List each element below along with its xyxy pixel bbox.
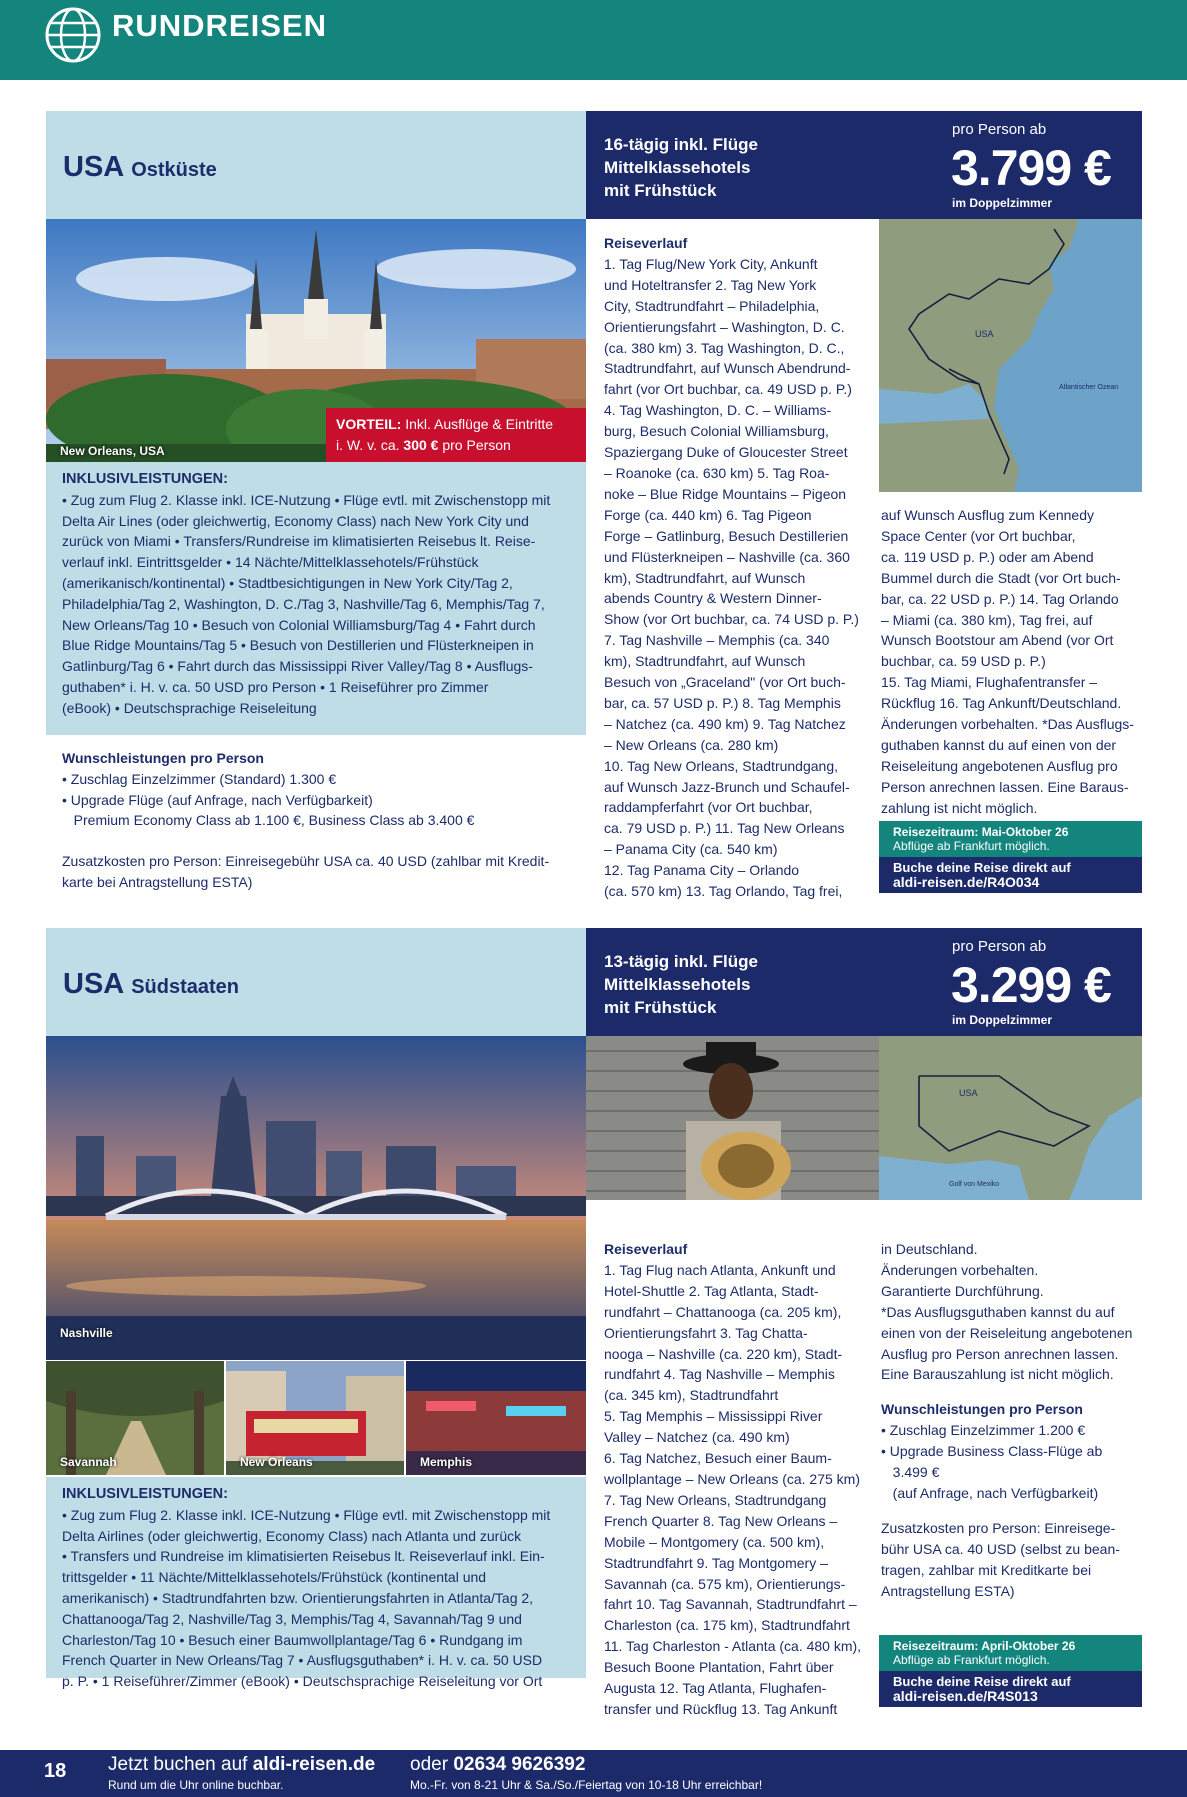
section-title: RUNDREISEN [112,8,327,43]
text-line: • Transfers und Rundreise im klimatisierten Reisebus lt. Reiseverlauf inkl. Ein- [62,1548,545,1565]
offer-info-line: mit Frühstück [604,181,717,200]
inclusive-text [62,490,570,719]
wunschleistungen [62,748,572,893]
text-line: Premium Economy Class ab 1.100 €, Business Class ab 3.400 € [62,812,475,829]
cta-phone-number[interactable]: 02634 9626392 [453,1754,586,1775]
text-line: bühr USA ca. 40 USD (selbst zu bean- [881,1540,1120,1557]
page-number: 18 [44,1760,67,1782]
text-line: ca. 79 USD p. P.) 11. Tag New Orleans [604,820,845,837]
text-line: (ca. 570 km) 13. Tag Orlando, Tag frei, [604,883,843,900]
offer-info-line: Mittelklassehotels [604,158,751,177]
text-line: Space Center (vor Ort buchbar, [881,527,1076,544]
text-line: Philadelphia/Tag 2, Washington, D. C./Tag 3, Nashville/Tag 6, Memphis/Tag 7, [62,595,545,612]
text-line: 4. Tag Washington, D. C. – Williams- [604,402,832,419]
text-line: 12. Tag Panama City – Orlando [604,862,800,879]
cta-phone [410,1754,585,1776]
text-line: 11. Tag Charleston - Atlanta (ca. 480 km), [604,1638,862,1655]
zusatzkosten-text [881,1518,1136,1602]
text-line: rundfahrt 4. Tag Nashville – Memphis [604,1366,835,1383]
photo-caption: New Orleans [240,1455,313,1469]
offer-usa-ostkueste [46,111,1142,901]
abflug-info: Abflüge ab Frankfurt möglich. [893,1653,1050,1667]
text-line: guthaben kannst du auf einen von der [881,736,1117,753]
text-line: trittsgelder • 11 Nächte/Mittelklassehotels/Frühstück (kontinental und [62,1569,487,1586]
reiseverlauf [604,233,859,902]
text-line: (amerikanisch/kontinental) • Stadtbesichtigungen in New York City/Tag 2, [62,574,513,591]
text-line: tragen, zahlbar mit Kreditkarte bei [881,1561,1092,1578]
text-line: Show (vor Ort buchbar, ca. 74 USD p. P.) [604,611,859,628]
text-line: Antragstellung ESTA) [881,1582,1015,1599]
text-line: Augusta 12. Tag Atlanta, Flughafen- [604,1680,827,1697]
cta-online-sub: Rund um die Uhr online buchbar. [108,1778,284,1792]
vorteil-text: i. W. v. ca. [336,437,400,453]
text-line: City, Stadtrundfahrt – Philadelphia, [604,297,820,314]
reiseverlauf [604,1239,862,1720]
cta-phone-sub: Mo.-Fr. von 8-21 Uhr & Sa./So./Feiertag von 10-18 Uhr erreichbar! [410,1778,763,1792]
inclusive-heading: INKLUSIVLEISTUNGEN: [62,1486,228,1502]
text-line: Orientierungsfahrt 3. Tag Chatta- [604,1324,808,1341]
text-line: 15. Tag Miami, Flughafentransfer – [881,674,1098,691]
text-line: Garantierte Durchführung. [881,1282,1044,1299]
offer-title [63,968,239,1001]
text-line: • Zuschlag Einzelzimmer (Standard) 1.300 € [62,770,337,787]
text-line: Forge – Gatlinburg, Besuch Destillerien [604,527,849,544]
text-line: Besuch Boone Plantation, Fahrt über [604,1659,834,1676]
photo-caption: New Orleans, USA [60,444,165,458]
wunsch-heading: Wunschleistungen pro Person [62,750,264,766]
offer-title-main: USA [63,968,124,1000]
price-label: pro Person ab [952,938,1047,955]
text-line: Charleston/Tag 10 • Besuch einer Baumwollplantage/Tag 6 • Rundgang im [62,1631,523,1648]
text-line: Reiseleitung angebotenen Ausflug pro [881,757,1118,774]
offer-info-line: mit Frühstück [604,998,717,1017]
offer-info-line: 16-tägig inkl. Flüge [604,135,758,154]
text-line: • Zug zum Flug 2. Klasse inkl. ICE-Nutzung • Flüge evtl. mit Zwischenstopp mit [62,1506,551,1523]
photo-memphis [406,1361,586,1475]
map-label-ocean: Atlantischer Ozean [1059,384,1119,391]
text-line: auf Wunsch Ausflug zum Kennedy [881,507,1094,523]
offer-title-sub: Ostküste [131,159,217,181]
booking-label: Buche deine Reise direkt auf [893,860,1071,875]
text-line: Zusatzkosten pro Person: Einreisege- [881,1519,1116,1536]
text-line: French Quarter in New Orleans/Tag 7 • Ausflugsguthaben* i. H. v. ca. 50 USD [62,1652,543,1669]
text-line: karte bei Antragstellung ESTA) [62,873,253,890]
wunsch-list [62,769,572,831]
reisezeitraum-box [879,821,1142,857]
booking-label: Buche deine Reise direkt auf [893,1674,1071,1689]
text-line: 10. Tag New Orleans, Stadtrundgang, [604,757,839,774]
globe-icon [45,7,101,63]
wunsch-heading: Wunschleistungen pro Person [881,1401,1083,1418]
price-sub: im Doppelzimmer [952,1013,1053,1027]
text-line: Hotel-Shuttle 2. Tag Atlanta, Stadt- [604,1282,819,1299]
offer-info [604,133,758,202]
photo-new-orleans-tram [226,1361,404,1475]
photo-caption: Nashville [60,1326,113,1340]
reisezeitraum: Reisezeitraum: April-Oktober 26 [893,1639,1076,1653]
map-label-gulf: Golf von Mexiko [949,1181,1000,1188]
text-line: Chattanooga/Tag 2, Nashville/Tag 3, Memphis/Tag 4, Savannah/Tag 9 und [62,1610,522,1627]
text-line: • Upgrade Flüge (auf Anfrage, nach Verfügbarkeit) [62,791,373,808]
header-bar [0,0,1187,80]
inclusive-box [46,462,586,735]
offer-title-main: USA [63,151,124,183]
route-map [879,1036,1142,1200]
text-line: Ausflug pro Person anrechnen lassen. [881,1345,1119,1362]
reisezeitraum: Reisezeitraum: Mai-Oktober 26 [893,825,1069,839]
text-line: 7. Tag New Orleans, Stadtrundgang [604,1491,827,1508]
text-line: transfer und Rückflug 13. Tag Ankunft [604,1700,838,1717]
text-line: (ca. 380 km) 3. Tag Washington, D. C., [604,339,845,356]
footer-bar [0,1750,1187,1797]
offer-usa-suedstaaten [46,928,1142,1718]
text-line: Blue Ridge Mountains/Tag 5 • Besuch von Destillerien und Flüsterkneipen in [62,637,534,654]
text-line: Eine Barauszahlung ist nicht möglich. [881,1366,1114,1383]
booking-link[interactable]: aldi-reisen.de/R4O034 [893,874,1040,890]
vorteil-text: Inkl. Ausflüge & Eintritte [405,416,554,432]
text-line: fahrt 10. Tag Savannah, Stadtrundfahrt – [604,1596,857,1613]
text-line: Delta Air Lines (oder gleichwertig, Economy Class) nach New York City und [62,512,529,529]
text-line: Delta Airlines (oder gleichwertig, Economy Class) nach Atlanta und zurück [62,1527,522,1544]
text-line: Wunsch Bootstour am Abend (vor Ort [881,632,1114,649]
text-line: buchbar, ca. 59 USD p. P.) [881,653,1046,670]
booking-link-box[interactable] [879,1671,1142,1707]
price-value: 3.299 € [951,957,1111,1013]
reiseverlauf-heading: Reiseverlauf [604,235,688,251]
text-line: burg, Besuch Colonial Williamsburg, [604,423,829,440]
price-value: 3.799 € [951,140,1111,196]
text-line: p. P. • 1 Reiseführer/Zimmer (eBook) • Deutschsprachige Reiseleitung vor Ort [62,1673,543,1690]
price-sub: im Doppelzimmer [952,196,1053,210]
text-line: zurück von Miami • Transfers/Rundreise im klimatisierten Reisebus lt. Reise- [62,533,536,550]
text-line: bar, ca. 57 USD p. P.) 8. Tag Memphis [604,694,841,711]
text-line: 5. Tag Memphis – Mississippi River [604,1408,823,1425]
text-line: *Das Ausflugsguthaben kannst du auf [881,1303,1115,1320]
reiseverlauf-continued [881,505,1136,819]
text-line: und Hoteltransfer 2. Tag New York [604,276,817,293]
text-line: Änderungen vorbehalten. [881,1261,1039,1278]
booking-link[interactable]: aldi-reisen.de/R4S013 [893,1688,1038,1704]
text-line: km), Stadtrundfahrt, auf Wunsch [604,569,806,586]
offer-title-sub: Südstaaten [131,976,240,998]
photo-caption: Memphis [420,1455,473,1469]
text-line: Valley – Natchez (ca. 490 km) [604,1429,790,1446]
offer-price-header [586,111,1142,219]
text-line: (ca. 345 km), Stadtrundfahrt [604,1387,779,1404]
text-line: Orientierungsfahrt – Washington, D. C. [604,318,845,335]
cta-online-prefix: Jetzt buchen auf [108,1754,248,1775]
offer-title [63,151,217,184]
text-line: 7. Tag Nashville – Memphis (ca. 340 [604,632,830,649]
price-label: pro Person ab [952,121,1047,138]
text-line: – Miami (ca. 380 km), Tag frei, auf [881,611,1093,628]
cta-online [108,1754,375,1776]
reiseverlauf-notes [881,1239,1136,1385]
text-line: guthaben* i. H. v. ca. 50 USD pro Person • 1 Reiseführer pro Zimmer [62,678,489,695]
reiseverlauf-text [604,254,859,902]
text-line: Stadtrundfahrt, auf Wunsch Abendrund- [604,360,851,377]
text-line: auf Wunsch Jazz-Brunch und Schaufel- [604,778,850,795]
text-line: Rückflug 16. Tag Ankunft/Deutschland. [881,695,1122,712]
vorteil-amount: 300 € [403,437,439,453]
text-line: Mobile – Montgomery (ca. 500 km), [604,1533,825,1550]
photo-trumpet-player [586,1036,879,1200]
text-line: 1. Tag Flug/New York City, Ankunft [604,255,818,272]
text-line: Änderungen vorbehalten. *Das Ausflugs- [881,716,1134,733]
text-line: 1. Tag Flug nach Atlanta, Ankunft und [604,1261,836,1278]
text-line: (auf Anfrage, nach Verfügbarkeit) [881,1484,1099,1501]
text-line: verlauf inkl. Eintrittsgelder • 14 Nächte/Mittelklassehotels/Frühstück [62,554,479,571]
text-line: einen von der Reiseleitung angebotenen [881,1324,1133,1341]
vorteil-label: VORTEIL: [336,416,402,432]
vorteil-text: pro Person [442,437,511,453]
text-line: Stadtrundfahrt 9. Tag Montgomery – [604,1554,828,1571]
photo-nashville [46,1036,586,1360]
text-line: – Panama City (ca. 540 km) [604,841,778,858]
offer-info [604,950,758,1019]
offer-title-box [46,111,586,219]
text-line: (eBook) • Deutschsprachige Reiseleitung [62,699,317,716]
text-line: abends Country & Western Dinner- [604,590,822,607]
inclusive-box [46,1477,586,1690]
reisezeitraum-box [879,1635,1142,1671]
text-line: – Roanoke (ca. 630 km) 5. Tag Roa- [604,464,830,481]
text-line: und Flüsterkneipen – Nashville (ca. 360 [604,548,850,565]
text-line: Spaziergang Duke of Gloucester Street [604,444,848,461]
photo-savannah [46,1361,224,1475]
text-line: Savannah (ca. 575 km), Orientierungs- [604,1575,846,1592]
booking-link-box[interactable] [879,857,1142,893]
text-line: ca. 119 USD p. P.) oder am Abend [881,548,1094,565]
text-line: • Upgrade Business Class-Flüge ab [881,1443,1103,1460]
text-line: New Orleans/Tag 10 • Besuch von Colonial Williamsburg/Tag 4 • Fahrt durch [62,616,536,633]
reiseverlauf-heading: Reiseverlauf [604,1241,688,1257]
text-line: – New Orleans (ca. 280 km) [604,736,779,753]
inclusive-heading: INKLUSIVLEISTUNGEN: [62,471,228,487]
text-line: Bummel durch die Stadt (vor Ort buch- [881,569,1121,586]
offer-info-line: Mittelklassehotels [604,975,751,994]
offer-price-header [586,928,1142,1036]
text-line: km), Stadtrundfahrt, auf Wunsch [604,653,806,670]
zusatzkosten-text [62,851,572,893]
text-line: wollplantage – New Orleans (ca. 275 km) [604,1470,861,1487]
map-label-usa: USA [959,1088,978,1098]
text-line: noke – Blue Ridge Mountains – Pigeon [604,485,847,502]
vorteil-badge [326,408,586,462]
text-line: 6. Tag Natchez, Besuch einer Baum- [604,1450,832,1467]
inclusive-text [62,1505,570,1692]
text-line: zahlung ist nicht möglich. [881,799,1038,816]
photo-caption: Savannah [60,1455,117,1469]
text-line: bar, ca. 22 USD p. P.) 14. Tag Orlando [881,590,1119,607]
text-line: • Zug zum Flug 2. Klasse inkl. ICE-Nutzung • Flüge evtl. mit Zwischenstopp mit [62,491,551,508]
map-label-usa: USA [975,329,994,339]
abflug-info: Abflüge ab Frankfurt möglich. [893,839,1050,853]
reiseverlauf-continued [881,1239,1136,1602]
reiseverlauf-text [604,1260,862,1720]
text-line: 3.499 € [881,1464,940,1481]
text-line: nooga – Nashville (ca. 220 km), Stadt- [604,1345,843,1362]
cta-online-link[interactable]: aldi-reisen.de [252,1754,376,1775]
wunsch-list [881,1420,1136,1504]
text-line: rundfahrt – Chattanooga (ca. 205 km), [604,1303,842,1320]
text-line: Charleston (ca. 175 km), Stadtrundfahrt [604,1617,850,1634]
text-line: amerikanisch) • Stadtrundfahrten bzw. Orientierungsfahrten in Atlanta/Tag 2, [62,1589,534,1606]
text-line: Gatlinburg/Tag 6 • Fahrt durch das Mississippi River Valley/Tag 8 • Ausflugs- [62,658,533,675]
text-line: French Quarter 8. Tag New Orleans – [604,1512,838,1529]
text-line: in Deutschland. [881,1241,978,1257]
text-line: • Zuschlag Einzelzimmer 1.200 € [881,1422,1086,1439]
offer-title-box [46,928,586,1036]
text-line: Besuch von „Graceland" (vor Ort buch- [604,674,846,691]
text-line: fahrt (vor Ort buchbar, ca. 49 USD p. P.) [604,381,852,398]
text-line: raddampferfahrt (vor Ort buchbar, [604,799,813,816]
text-line: – Natchez (ca. 490 km) 9. Tag Natchez [604,715,846,732]
text-line: Zusatzkosten pro Person: Einreisegebühr USA ca. 40 USD (zahlbar mit Kredit- [62,853,550,870]
offer-info-line: 13-tägig inkl. Flüge [604,952,758,971]
text-line: Person anrechnen lassen. Eine Baraus- [881,778,1129,795]
route-map [879,219,1142,492]
cta-phone-prefix: oder [410,1754,449,1775]
text-line: Forge (ca. 440 km) 6. Tag Pigeon [604,506,812,523]
